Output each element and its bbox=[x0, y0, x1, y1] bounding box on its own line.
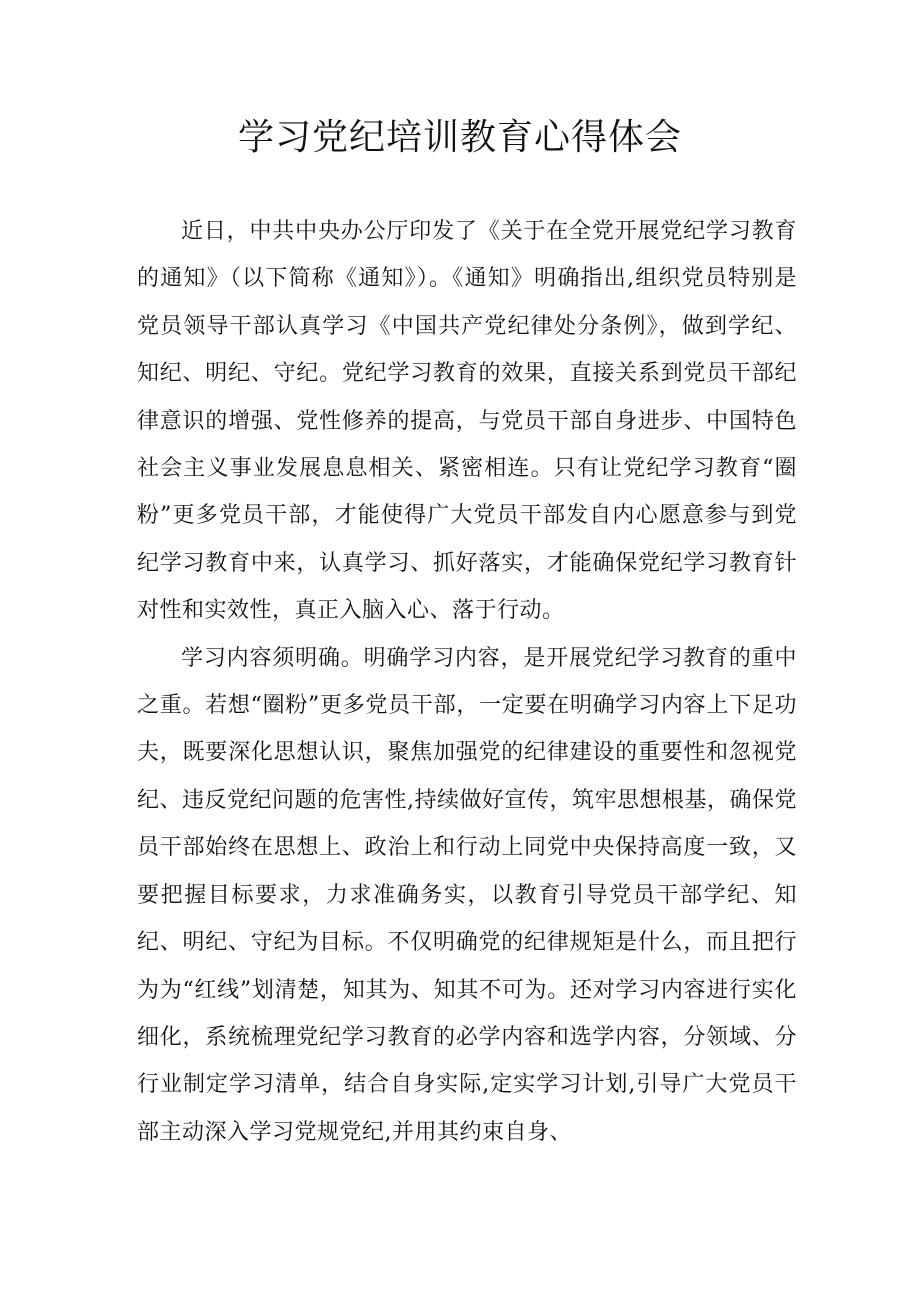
document-body bbox=[137, 208, 797, 1156]
paragraph-2: 学习内容须明确。明确学习内容，是开展党纪学习教育的重中之重。若想“圈粉”更多党员干部，一定要在明确学习内容上下足功夫，既要深化思想认识，聚焦加强党的纪律建设的重要性和忽视党纪、违反党纪问题的危害性,持续做好宣传，筑牢思想根基，确保党员干部始终在思想上、政治上和行动上同党中央保持高度一致，又要把握目标要求，力求准确务实，以教育引导党员干部学纪、知纪、明纪、守纪为目标。不仅明确党的纪律规矩是什么，而且把行为为“红线”划清楚，知其为、知其不可为。还对学习内容进行实化细化，系统梳理党纪学习教育的必学内容和选学内容，分领域、分行业制定学习清单，结合自身实际,定实学习计划,引导广大党员干部主动深入学习党规党纪,并用其约束自身、 bbox=[137, 645, 797, 1145]
document-title: 学习党纪培训教育心得体会 bbox=[237, 117, 682, 158]
paragraph-1: 近日，中共中央办公厅印发了《关于在全党开展党纪学习教育的通知》（以下简称《通知》）。《通知》明确指出,组织党员特别是党员领导干部认真学习《中国共产党纪律处分条例》，做到学纪、知纪、明纪、守纪。党纪学习教育的效果，直接关系到党员干部纪律意识的增强、党性修养的提高，与党员干部自身进步、中国特色社会主义事业发展息息相关、紧密相连。只有让党纪学习教育“圈粉”更多党员干部，才能使得广大党员干部发自内心愿意参与到党纪学习教育中来，认真学习、抓好落实，才能确保党纪学习教育针对性和实效性，真正入脑入心、落于行动。 bbox=[137, 219, 797, 624]
